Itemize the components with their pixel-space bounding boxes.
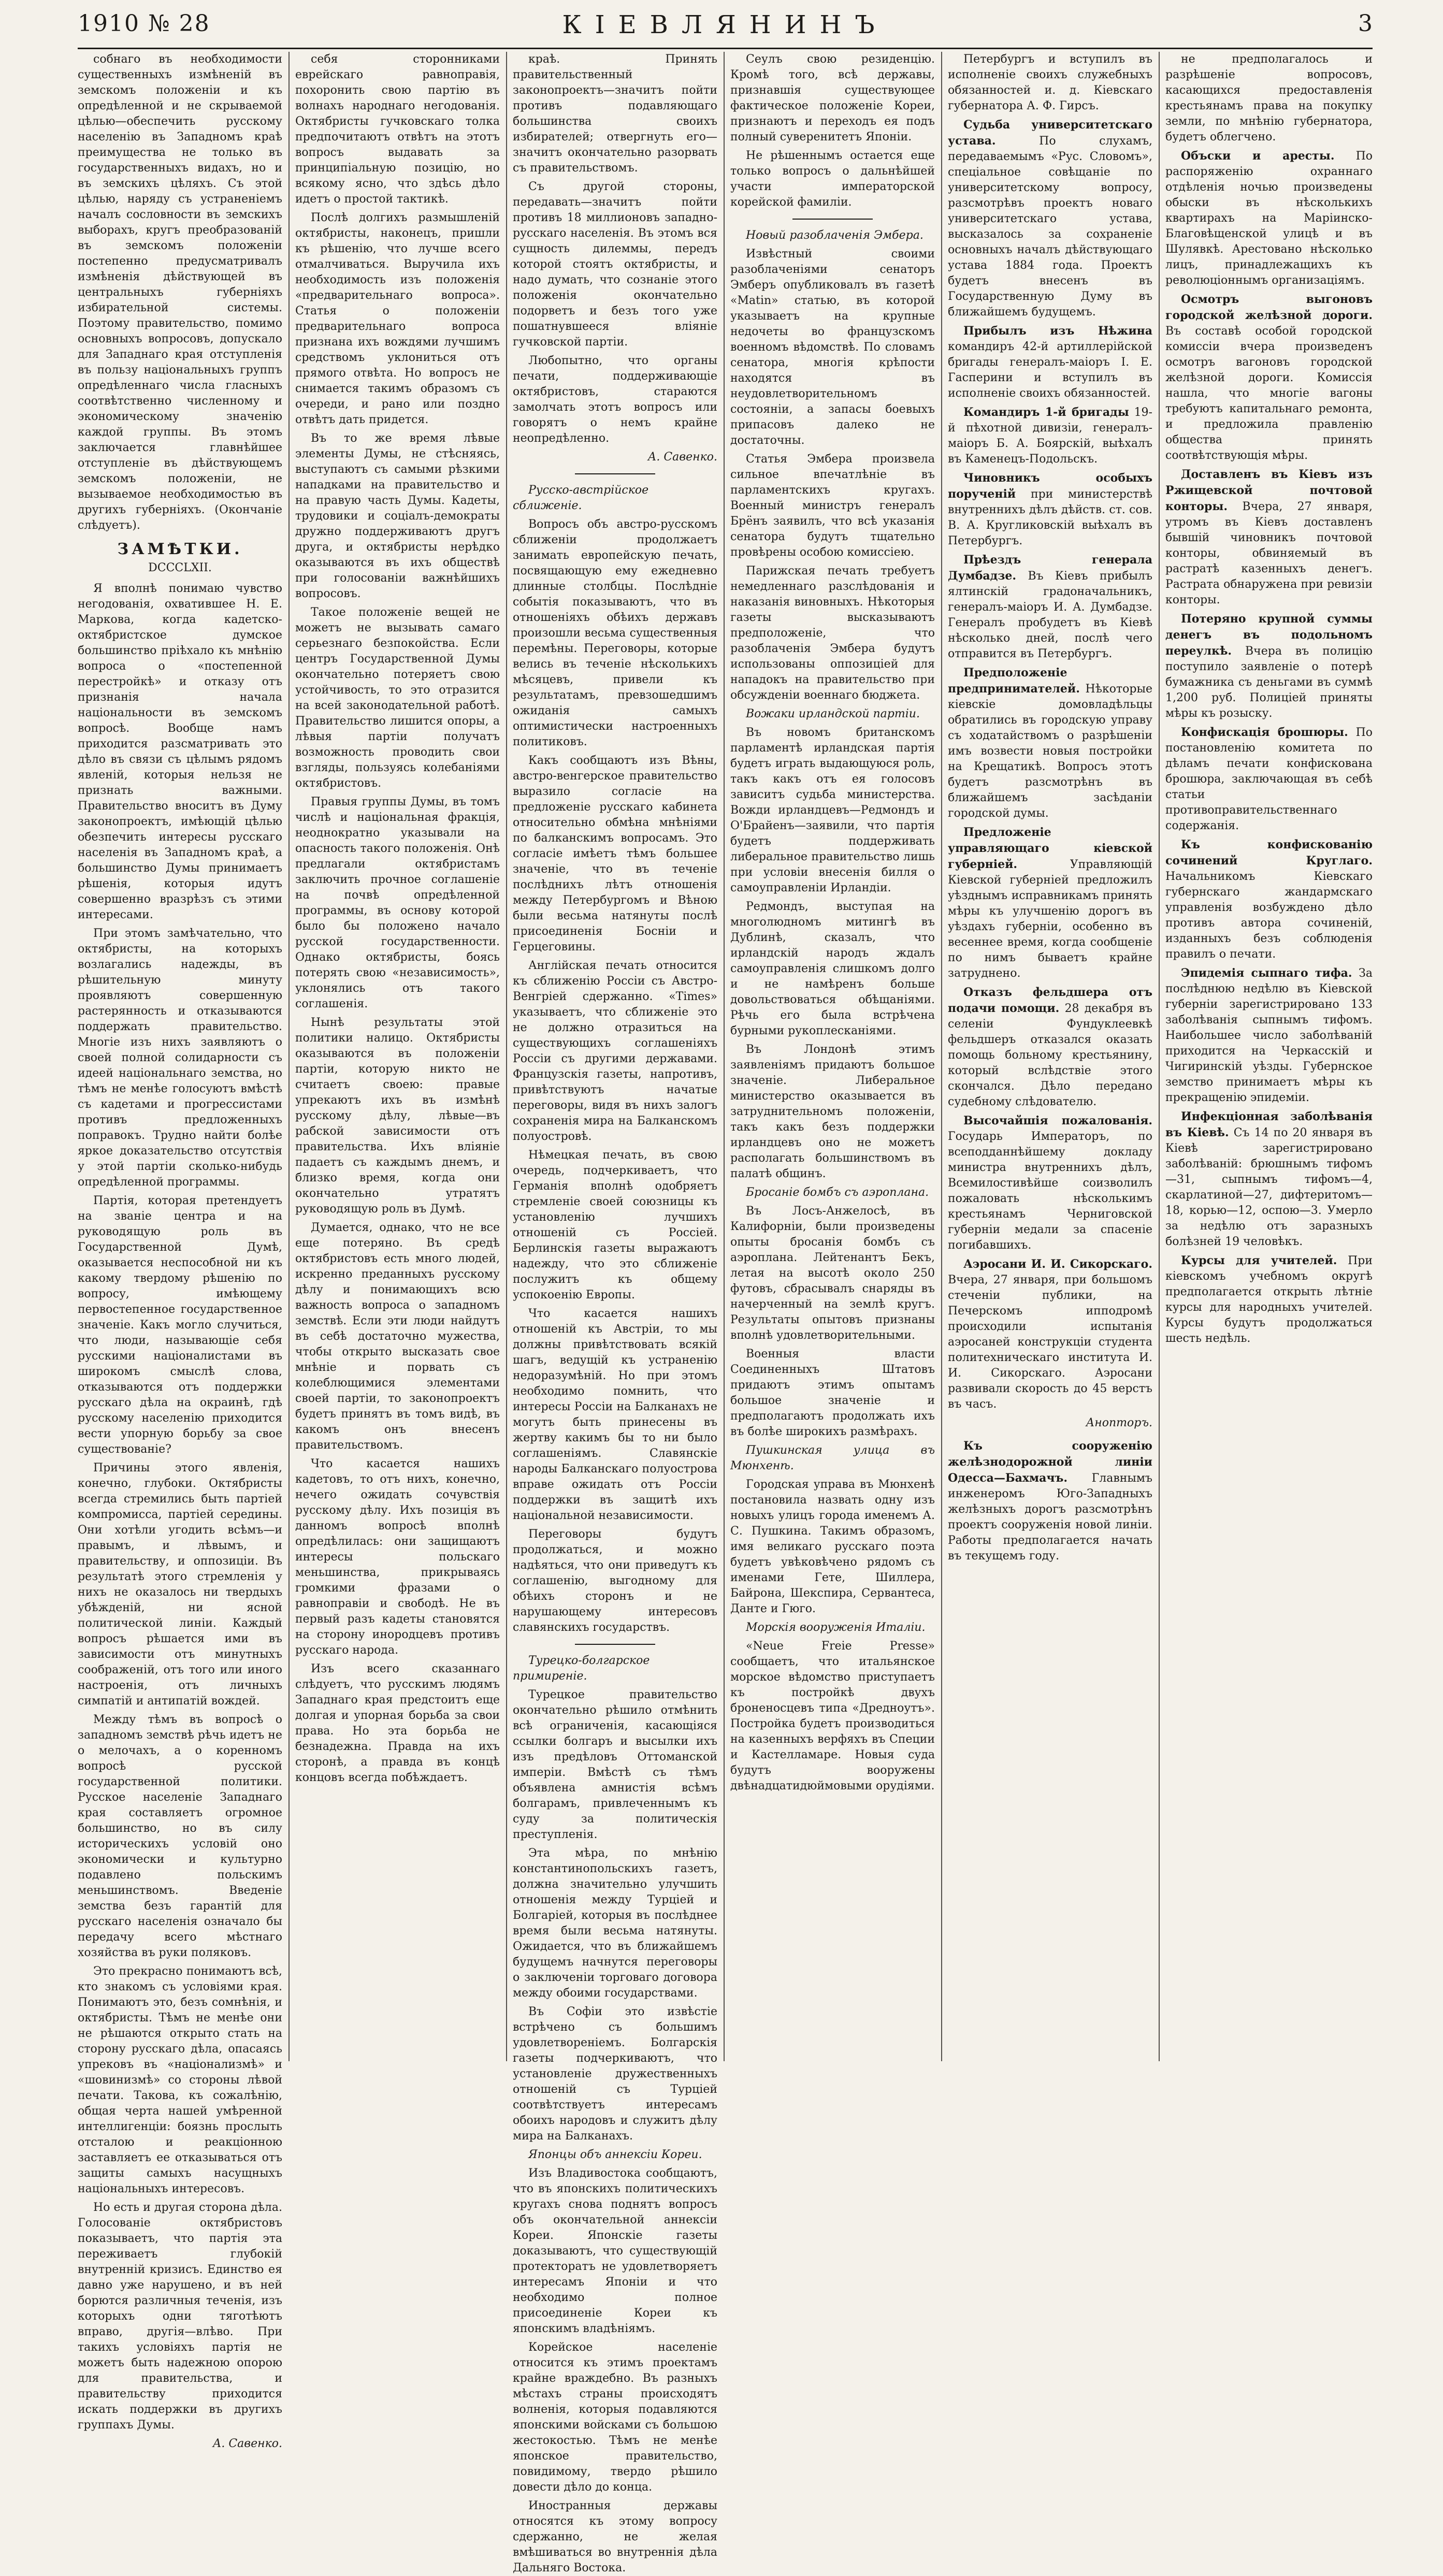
paragraph: Военныя власти Соединенныхъ Штатовъ придаютъ этимъ опытамъ большое значеніе и предполагаютъ продолжать ихъ въ болѣе широкихъ размѣрахъ. [730,1348,935,1438]
news-item [1165,1253,1373,1347]
section-number: DCCCLXII. [148,561,212,574]
paragraph: Что касается нашихъ кадетовъ, то отъ нихъ, конечно, нечего ожидать сочувствія русскому дѣлу. Ихъ позиція въ данномъ вопросѣ вполнѣ опредѣлилась: они защищаютъ интересы польскаго меньшинства, прикрываясь громкими фразами о равноправіи и свободѣ. Не въ первый разъ кадеты становятся на сторону инородцевъ противъ русскаго народа. [295,1457,500,1657]
news-item-title: Аэросани И. И. Сикорскаго. [963,1257,1152,1271]
paragraph: Редмондъ, выступая на многолюдномъ митингѣ въ Дублинѣ, сказалъ, что ирландскій народъ ждалъ самоуправленія слишкомъ долго и не намѣренъ больше довольствоваться обѣщаніями. Рѣчь его была встрѣчена бурными рукоплесканіями. [730,900,935,1037]
news-item [1165,292,1373,464]
news-item-text: 28 декабря въ селеніи Фундуклеевкѣ фельдшеръ отказался оказать помощь больному крестьянину, который вслѣдствіе этого скончался. Дѣло передано судебному слѣдователю. [948,1002,1152,1108]
paragraph: Турецкое правительство окончательно рѣшило отмѣнить всѣ ограниченія, касающіяся ссылки болгаръ и высылки ихъ изъ предѣловъ Оттоманской имперіи. Вмѣстѣ съ тѣмъ объявлена амнистія всѣмъ болгарамъ, привлеченнымъ къ суду за политическія преступленія. [513,1688,717,1841]
news-item-text: командиръ 42-й артиллерійской бригады генералъ-маіоръ І. Е. Гасперини и вступилъ въ исполненіе своихъ обязанностей. [948,340,1152,400]
header-rule [78,48,1373,49]
news-item-text: Нѣкоторые кіевскіе домовладѣльцы обратились въ городскую управу съ ходатайствомъ о разрѣшеніи имъ возвести новыя постройки на Крещатикѣ. Вопросъ этотъ будетъ разсмотрѣнъ въ ближайшемъ засѣданіи городской думы. [948,683,1152,820]
news-item [1165,1109,1373,1250]
paragraph: Думается, однако, что не все еще потеряно. Въ средѣ октябристовъ есть много людей, искренно преданныхъ русскому дѣлу и понимающихъ всю важность вопроса о западномъ земствѣ. Если эти люди найдутъ въ себѣ достаточно мужества, чтобы открыто высказать свое мнѣніе и порвать съ колеблющимися элементами своей партіи, то законопроектъ будетъ принятъ въ томъ видѣ, въ какомъ онъ внесенъ правительствомъ. [295,1221,500,1452]
news-item-title: Объски и аресты. [1181,149,1335,163]
paragraph: «Neue Freie Presse» сообщаетъ, что итальянское морское вѣдомство приступаетъ къ постройкѣ двухъ броненосцевъ типа «Дредноутъ». Постройка будетъ производиться на казенныхъ верфяхъ въ Специи и Кастелламаре. Новыя суда будутъ вооружены двѣнадцатидюймовыми орудіями. [730,1640,935,1792]
news-item-title: Предложеніе управляющаго кіевской губерніей. [948,826,1152,871]
article-title: Морскія вооруженія Италіи. [746,1621,926,1634]
paragraph: Въ то же время лѣвые элементы Думы, не стѣсняясь, выступаютъ съ самыми рѣзкими нападками на правительство и на правую часть Думы. Кадеты, трудовики и соціалъ-демократы дружно поддерживаютъ другъ друга, и октябристы нерѣдко оказываются въ ихъ обществѣ при голосованіи важнѣйшихъ вопросовъ. [295,432,500,600]
paragraph: Статья Эмбера произвела сильное впечатлѣніе въ парламентскихъ кругахъ. Военный министръ генералъ Брёнъ заявилъ, что всѣ указанія сенатора будутъ тщательно провѣрены особою комиссіею. [730,453,935,559]
article-title: Пушкинская улица въ Мюнхенѣ. [730,1444,935,1472]
column-6 [1165,52,1373,2061]
paragraph: Изъ Владивостока сообщаютъ, что въ японскихъ политическихъ кругахъ снова поднятъ вопросъ объ окончательной аннексіи Кореи. Японскіе газеты доказываютъ, что существующій протекторатъ не удовлетворяетъ интересамъ Японіи и что необходимо полное присоединеніе Кореи къ японскимъ владѣніямъ. [513,2167,717,2335]
paragraph: Въ новомъ британскомъ парламентѣ ирландская партія будетъ играть выдающуюся роль, такъ какъ отъ ея голосовъ зависитъ судьба министерства. Вожди ирландцевъ—Редмондъ и О'Брайенъ—заявили, что партія будетъ поддерживать либеральное правительство лишь при условіи внесенія билля о самоуправленіи Ирландіи. [730,726,935,894]
column-divider [724,52,725,2061]
news-item-title: Высочайшія пожалованія. [963,1114,1152,1127]
news-item-title: Предположеніе предпринимателей. [948,666,1080,696]
paragraph: Изъ всего сказаннаго слѣдуетъ, что русскимъ людямъ Западнаго края предстоитъ еще долгая и упорная борьба за свои права. Но эта борьба не безнадежна. Правда на ихъ сторонѣ, а правда въ концѣ концовъ всегда побѣждаетъ. [295,1662,500,1784]
article-separator [575,473,655,474]
news-item-text: Главнымъ инженеромъ Юго-Западныхъ желѣзныхъ дорогъ разсмотрѣнъ проектъ сооруженія новой линіи. Работы предполагается начать въ текущемъ году. [948,1472,1152,1562]
paragraph: Причины этого явленія, конечно, глубоки. Октябристы всегда стремились быть партіей компромисса, партіей середины. Они хотѣли угодить всѣмъ—и правымъ, и лѣвымъ, и правительству, и оппозиціи. Въ результатѣ этого стремленія у нихъ не оказалось ни твердыхъ убѣжденій, ни ясной политической линіи. Каждый вопросъ рѣшается ими въ зависимости отъ минутныхъ соображеній, отъ того или иного настроенія, отъ личныхъ симпатій и антипатій вождей. [78,1461,282,1707]
paragraph: Это прекрасно понимаютъ всѣ, кто знакомъ съ условіями края. Понимаютъ это, безъ сомнѣнія, и октябристы. Тѣмъ не менѣе они не рѣшаются открыто стать на сторону русскаго дѣла, опасаясь упрековъ въ «націонализмѣ» и «шовинизмѣ» со стороны лѣвой печати. Такова, къ сожалѣнію, общая черта нашей умѣренной интеллигенціи: боязнь прослыть отсталою и реакціонною заставляетъ ее отказываться отъ защиты самыхъ насущныхъ національныхъ интересовъ. [78,1965,282,2195]
paragraph: Петербургъ и вступилъ въ исполненіе своихъ служебныхъ обязанностей и. д. Кіевскаго губернатора А. Ф. Гирсъ. [948,53,1152,112]
paragraph: Но есть и другая сторона дѣла. Голосованіе октябристовъ показываетъ, что партія эта переживаетъ глубокій внутренній кризисъ. Единство ея давно уже нарушено, и въ ней борются различныя теченія, изъ которыхъ одни тяготѣютъ вправо, другія—влѣво. При такихъ условіяхъ партія не можетъ быть надежною опорою для правительства, и правительству приходится искать поддержки въ другихъ группахъ Думы. [78,2201,282,2432]
news-item-text: При кіевскомъ учебномъ округѣ предполагается открыть лѣтніе курсы для народныхъ учителей. Курсы будутъ продолжаться шесть недѣль. [1165,1254,1373,1345]
news-item [948,552,1152,662]
news-item-title: Инфекціонная заболѣванія въ Кіевѣ. [1165,1110,1373,1139]
news-item-title: Судьба университетскаго устава. [948,118,1152,148]
paragraph: краѣ. Принять правительственный законопроектъ—значитъ пойти противъ подавляющаго большинства своихъ избирателей; отвергнуть его—значитъ окончательно разорвать съ правительствомъ. [513,53,717,175]
news-item-title: Доставленъ въ Кіевъ изъ Ржищевской почтовой конторы. [1165,468,1373,513]
news-item-title: Потеряно крупной суммы денегъ въ подольномъ переулкѣ. [1165,612,1373,658]
news-item [948,824,1152,981]
news-item-title: Отказъ фельдшера отъ подачи помощи. [948,986,1152,1015]
news-item-text: Государь Императоръ, по всеподданнѣйшему докладу министра внутреннихъ дѣлъ, Всемилостивѣйше соизволилъ пожаловать нѣсколькимъ крестьянамъ Черниговской губерніи медали за спасеніе погибавшихъ. [948,1130,1152,1252]
news-item [948,404,1152,467]
paragraph: При этомъ замѣчательно, что октябристы, на которыхъ возлагались надежды, въ рѣшительную минуту проявляютъ совершенную растерянность и отказываются поддержать правительство. Многіе изъ нихъ заявляютъ о своей полной солидарности съ идеей національнаго земства, но тѣмъ не менѣе голосуютъ вмѣстѣ съ кадетами и прогрессистами противъ предложенныхъ поправокъ. Трудно найти болѣе яркое доказательство отсутствія у этой партіи сколько-нибудь опредѣленной программы. [78,927,282,1189]
page-number: 3 [1358,10,1373,37]
section-title: ЗАМѢТКИ. [117,540,243,558]
article-title: Турецко-болгарское примиреніе. [513,1654,650,1683]
column-5 [948,52,1152,2061]
paragraph: Извѣстный своими разоблаченіями сенаторъ Эмберъ опубликовалъ въ газетѣ «Matin» статью, въ которой указываетъ на крупные недочеты во французскомъ военномъ вѣдомствѣ. По словамъ сенатора, многія крѣпости находятся въ неудовлетворительномъ состояніи, а запасы боевыхъ припасовъ далеко не достаточны. [730,248,935,447]
paragraph: Съ другой стороны, передавать—значитъ пойти противъ 18 миллионовъ западно-русскаго населенія. Въ этомъ вся сущность дилеммы, передъ которой стоятъ октябристы, и надо думать, что сознаніе этого положенія окончательно подорветъ и безъ того уже пошатнувшееся вліяніе гучковской партіи. [513,180,717,349]
page-header [78,10,1373,41]
article-separator [792,219,873,220]
paragraph: Англійская печать относится къ сближенію Россіи съ Австро-Венгріей сдержанно. «Times» указываетъ, что сближеніе это не должно отразиться на существующихъ соглашеніяхъ Россіи съ другими державами. Французскія газеты, напротивъ, привѣтствуютъ начатые переговоры, видя въ нихъ залогъ сохраненія мира на Балканскомъ полуостровѣ. [513,959,717,1143]
paragraph: Я вполнѣ понимаю чувство негодованія, охватившее Н. Е. Маркова, когда кадетско-октябристское думское большинство пріѣхало къ мнѣнію вопроса о «постепенной перестройкѣ» и отказу отъ признанія начала національности въ земскомъ вопросѣ. Вообще намъ приходится разсматривать это дѣло въ связи съ цѣлымъ рядомъ явленій, которыя нельзя не признать важными. Правительство вноситъ въ Думу законопроектъ, имѣющій цѣлью обезпечить интересы русскаго населенія въ Западномъ краѣ, а большинство Думы принимаетъ рѣшенія, которыя идутъ совершенно вразрѣзъ съ этими интересами. [78,582,282,921]
news-item-text: Начальникомъ Кіевскаго губернскаго жандармскаго управленія возбуждено дѣло противъ автора сочиненій, изданныхъ безъ соблюденія правилъ о печати. [1165,870,1373,961]
article-title: Японцы объ аннексіи Кореи. [528,2148,702,2161]
news-item-text: По распоряженію охраннаго отдѣленія ночью произведены обыски въ нѣсколькихъ квартирахъ на Маріинско-Благовѣщенской улицѣ и въ Шулявкѣ. Арестовано нѣсколько лицъ, принадлежащихъ къ революціоннымъ организаціямъ. [1165,150,1373,287]
paragraph: Такое положеніе вещей не можетъ не вызывать самаго серьезнаго безпокойства. Если центръ Государственной Думы окончательно потеряетъ свою устойчивость, то это отразится на всей законодательной работѣ. Правительство лишится опоры, а лѣвыя партіи получатъ возможность проводить свои взгляды, пользуясь колебаніями октябристовъ. [295,606,500,790]
newspaper-title: КІЕВЛЯНИНЪ [562,10,888,39]
news-item-text: при министерствѣ внутреннихъ дѣлъ дѣйств. ст. сов. В. А. Кругликовскій выѣхалъ въ Петербургъ. [948,488,1152,547]
news-item-title: Къ конфискованію сочинений Круглаго. [1165,838,1373,867]
article-title: Бросаніе бомбъ съ аэроплана. [746,1186,929,1199]
news-item [948,665,1152,821]
news-item-text: Въ Кіевъ прибылъ ялтинскій градоначальникъ, генералъ-маіоръ И. А. Думбадзе. Генералъ пробудетъ въ Кіевѣ нѣсколько дней, послѣ чего отправится въ Петербургъ. [948,570,1152,660]
paragraph: Вопросъ объ австро-русскомъ сближеніи продолжаетъ занимать европейскую печать, посвящающую ему ежедневно длинные столбцы. Послѣдніе событія показываютъ, что въ отношеніяхъ обѣихъ державъ произошли весьма существенныя перемѣны. Переговоры, которые велись въ теченіе нѣсколькихъ мѣсяцевъ, привели къ результатамъ, превзошедшимъ ожиданія самыхъ оптимистически настроенныхъ политиковъ. [513,518,717,748]
paragraph: Сеулъ свою резиденцію. Кромѣ того, всѣ державы, признавшія существующее фактическое положеніе Кореи, признаютъ и переходъ ея подъ полный суверенитетъ Японіи. [730,53,935,143]
paragraph: Городская управа въ Мюнхенѣ постановила назвать одну изъ новыхъ улицъ города именемъ А. С. Пушкина. Такимъ образомъ, имя великаго русскаго поэта будетъ увѣковѣчено рядомъ съ именами Гете, Шиллера, Байрона, Шекспира, Сервантеса, Данте и Гюго. [730,1478,935,1615]
column-divider [941,52,942,2061]
news-item-title: Прибылъ изъ Нѣжина [963,324,1152,338]
signature: А. Савенко. [647,451,717,464]
column-divider [1159,52,1160,2061]
news-item-text: Управляющій Кіевской губерніей предложилъ уѣзднымъ исправникамъ принять мѣры къ улучшенію дорогъ въ уѣздахъ губерніи, особенно въ весеннее время, когда сообщеніе по нимъ бываетъ крайне затруднено. [948,858,1152,980]
column-1 [78,52,282,2450]
paragraph: Не рѣшеннымъ остается еще только вопросъ о дальнѣйшей участи императорской корейской фамиліи. [730,149,935,209]
news-item [1165,725,1373,834]
news-item [948,470,1152,549]
news-item [948,1438,1152,1564]
news-item-title: Чиновникъ особыхъ порученій [948,471,1152,501]
paragraph: Что касается нашихъ отношеній къ Австріи, то мы должны привѣтствовать всякій шагъ, ведущій къ устраненію недоразумѣній. Но при этомъ необходимо помнить, что интересы Россіи на Балканахъ не могутъ быть принесены въ жертву какимъ бы то ни было соглашеніямъ. Славянскіе народы Балканскаго полуострова вправе ожидать отъ Россіи поддержки въ защитѣ ихъ національной независимости. [513,1307,717,1522]
news-item-title: Эпидемія сыпнаго тифа. [1181,966,1352,980]
paragraph: Корейское населеніе относится къ этимъ проектамъ крайне враждебно. Въ разныхъ мѣстахъ страны происходятъ волненія, которыя подавляются японскими войсками съ большою жестокостью. Тѣмъ не менѣе японское правительство, повидимому, твердо рѣшило довести дѣло до конца. [513,2341,717,2494]
paragraph: не предполагалось и разрѣшеніе вопросовъ, касающихся предоставленія крестьянамъ права на покупку земли, по мнѣнію губернатора, будетъ облегчено. [1165,53,1373,143]
paragraph: Нынѣ результаты этой политики налицо. Октябристы оказываются въ положеніи партіи, которую никто не считаетъ своею: правые упрекаютъ ихъ въ измѣнѣ русскому дѣлу, лѣвые—въ рабской зависимости отъ правительства. Ихъ вліяніе падаетъ съ каждымъ днемъ, и близко время, когда они окончательно утратятъ руководящую роль въ Думѣ. [295,1016,500,1215]
news-item-text: За послѣднюю недѣлю въ Кіевской губерніи зарегистрировано 133 заболѣванія сыпнымъ тифомъ. Наибольшее число заболѣваній приходится на Черкасскій и Чигиринскій уѣзды. Губернское земство принимаетъ мѣры къ прекращенію эпидеміи. [1165,967,1373,1104]
paragraph: Между тѣмъ въ вопросѣ о западномъ земствѣ рѣчь идетъ не о мелочахъ, а о коренномъ вопросѣ русской государственной политики. Русское населеніе Западнаго края составляетъ огромное большинство, но въ силу историческихъ условій оно экономически и культурно подавлено польскимъ меньшинствомъ. Введеніе земства безъ гарантій для русскаго населенія означало бы передачу всего мѣстнаго хозяйства въ руки поляковъ. [78,1713,282,1959]
news-item-text: По слухамъ, передаваемымъ «Рус. Словомъ», спеціальное совѣщаніе по университетскому вопросу, разсмотрѣвъ проектъ новаго университетскаго устава, высказалось за сохраненіе основныхъ началъ дѣйствующаго устава 1884 года. Проектъ будетъ внесенъ въ Государственную Думу въ ближайшемъ будущемъ. [948,135,1152,319]
news-item-text: 19-й пѣхотной дивизіи, генералъ-маіоръ Б. А. Боярскій, выѣхалъ въ Каменецъ-Подольскъ. [948,406,1152,466]
paragraph: Правыя группы Думы, въ томъ числѣ и національная фракція, неоднократно указывали на опасность такого положенія. Онѣ предлагали октябристамъ заключить прочное соглашеніе на почвѣ опредѣленной программы, въ основу которой было бы положено начало русской государственности. Однако октябристы, боясь потерять свою «независимость», уклонялись отъ такого соглашенія. [295,795,500,1010]
news-item-title: Осмотръ выгоновъ городской желѣзной дороги. [1165,293,1373,322]
column-3 [513,52,717,2574]
paragraph: Эта мѣра, по мнѣнію константинопольскихъ газетъ, должна значительно улучшить отношенія между Турціей и Болгаріей, которыя въ послѣднее время были весьма натянуты. Ожидается, что въ ближайшемъ будущемъ начнутся переговоры о заключеніи торговаго договора между обоими государствами. [513,1847,717,2000]
article-title: Вожаки ирландской партіи. [746,707,920,720]
news-item-title: Командиръ 1-й бригады [963,406,1129,419]
article-separator [575,1644,655,1645]
news-item [1165,611,1373,721]
paragraph: собнаго въ необходимости существенныхъ измѣненій въ земскомъ положеніи и къ опредѣленной и не скрываемой цѣлью—обеспечить русскому населенію въ Западномъ краѣ преимущества не только въ государственныхъ видахъ, но и въ земскихъ цѣляхъ. Съ этой цѣлью, наряду съ устраненіемъ началъ сословности въ земскихъ выборахъ, кругъ преобразованій въ земскомъ положеніи постепенно предусматривалъ измѣненія дѣйствующей въ центральныхъ губерніяхъ избирательной системы. Поэтому правительство, помимо основныхъ вопросовъ, допускало для Западнаго края отступленія въ пользу національныхъ группъ опредѣленнаго числа гласныхъ соотвѣтственно численному и экономическому значенію каждой группы. Въ этомъ заключается главнѣйшее отступленіе въ дѣйствующемъ земскомъ положеніи, не вызываемое необходимостью въ другихъ губерніяхъ. (Окончаніе слѣдуетъ). [78,53,282,532]
signature: Анопторъ. [1086,1416,1152,1429]
paragraph: Въ Лондонѣ этимъ заявленіямъ придаютъ большое значеніе. Либеральное министерство оказывается въ затруднительномъ положеніи, такъ какъ безъ поддержки ирландцевъ оно не можетъ располагать большинствомъ въ палатѣ общинъ. [730,1043,935,1180]
column-divider [288,52,290,2061]
signature: А. Савенко. [212,2437,282,2450]
news-item [1165,965,1373,1106]
news-item-title: Конфискація брошюры. [1181,726,1348,739]
paragraph: Нѣмецкая печать, въ свою очередь, подчеркиваетъ, что Германія вполнѣ одобряетъ стремленіе своей союзницы къ установленію лучшихъ отношеній съ Россіей. Берлинскія газеты выражаютъ надежду, что это сближеніе послужитъ къ общему успокоенію Европы. [513,1149,717,1301]
paragraph: Иностранныя державы относятся къ этому вопросу сдержанно, не желая вмѣшиваться во внутреннія дѣла Дальняго Востока. [513,2499,717,2574]
column-2 [295,52,500,2061]
paragraph: Парижская печать требуетъ немедленнаго разслѣдованія и наказанія виновныхъ. Нѣкоторыя газеты высказываютъ предположеніе, что разоблаченія Эмбера будутъ использованы оппозиціей для нападокъ на правительство при обсужденіи военнаго бюджета. [730,565,935,702]
article-title: Русско-австрійское сближеніе. [513,484,649,512]
news-item-title: Курсы для учителей. [1181,1254,1337,1267]
news-item [1165,148,1373,288]
news-item-text: Вчера, 27 января, при большомъ стеченіи публики, на Печерскомъ ипподромѣ происходили испытанія аэросаней конструкціи студента политехническаго института И. И. Сикорскаго. Аэросани развивали скорость до 45 верстъ въ часъ. [948,1273,1152,1411]
paragraph: Любопытно, что органы печати, поддерживающіе октябристовъ, стараются замолчать этотъ вопросъ или говорятъ о немъ крайне неопредѣленно. [513,354,717,445]
paragraph: Партія, которая претендуетъ на званіе центра и на руководящую роль въ Государственной Думѣ, оказывается неспособной ни къ какому твердому рѣшенію по вопросу, имѣющему первостепенное государственное значеніе. Какъ могло случиться, что люди, называющіе себя русскими націоналистами въ широкомъ смыслѣ слова, отказываются отъ поддержки русскаго дѣла на окраинѣ, гдѣ русскому населенію приходится вести упорную борьбу за свое существованіе? [78,1194,282,1456]
article-title: Новый разоблаченія Эмбера. [746,229,923,242]
news-item-text: По постановленію комитета по дѣламъ печати конфискована брошюра, заключающая въ себѣ статьи противоправительственнаго содержанія. [1165,726,1373,832]
news-item [948,985,1152,1110]
paragraph: Въ Лосъ-Анжелосѣ, въ Калифорніи, были произведены опыты бросанія бомбъ съ аэроплана. Лейтенантъ Бекъ, летая на высотѣ около 250 футовъ, сбрасывалъ снаряды въ начерченный на землѣ кругъ. Результаты опытовъ признаны вполнѣ удовлетворительными. [730,1205,935,1342]
paragraph: Въ Софіи это извѣстіе встрѣчено съ большимъ удовлетвореніемъ. Болгарскія газеты подчеркиваютъ, что установленіе дружественныхъ отношеній съ Турціей соотвѣтствуетъ интересамъ обоихъ народовъ и служитъ дѣлу мира на Балканахъ. [513,2005,717,2143]
news-item-text: Въ составѣ особой городской комиссіи вчера произведенъ осмотръ вагоновъ городской желѣзной дороги. Комиссія нашла, что многіе вагоны требуютъ капитальнаго ремонта, и предложила правленію общества принять соотвѣтствующія мѣры. [1165,325,1373,462]
news-item-text: Вчера въ полицію поступило заявленіе о потерѣ бумажника съ деньгами въ суммѣ 1,200 руб. Полиціей приняты мѣры къ розыску. [1165,645,1373,720]
news-item [1165,467,1373,608]
news-item [948,323,1152,401]
news-item-text: Съ 14 по 20 января въ Кіевѣ зарегистрировано заболѣваній: брюшнымъ тифомъ—31, сыпнымъ тифомъ—4, скарлатиной—27, дифтеритомъ—18, корью—12, оспою—3. Умерло за недѣлю отъ заразныхъ болѣзней 19 человѣкъ. [1165,1126,1373,1248]
paragraph: Какъ сообщаютъ изъ Вѣны, австро-венгерское правительство выразило согласіе на предложеніе русскаго кабинета относительно обмѣна мнѣніями по балканскимъ вопросамъ. Это согласіе имѣетъ тѣмъ большее значеніе, что въ теченіе послѣднихъ лѣтъ отношенія между Петербургомъ и Вѣною были весьма натянуты послѣ присоединенія Босніи и Герцеговины. [513,754,717,953]
column-divider [506,52,507,2061]
news-item [1165,837,1373,962]
paragraph: Послѣ долгихъ размышленій октябристы, наконецъ, пришли къ рѣшенію, что лучше всего отмалчиваться. Выручила ихъ необходимость изъ положенія «предварительнаго вопроса». Статья о положеніи предварительнаго вопроса признана ихъ вождями лучшимъ средствомъ уклониться отъ прямого отвѣта. Но вопросъ не снимается такимъ образомъ съ очереди, и рано или поздно отвѣтъ дать придется. [295,211,500,426]
news-item [948,1256,1152,1412]
news-item-text: Вчера, 27 января, утромъ въ Кіевъ доставленъ бывшій чиновникъ почтовой конторы, обвиняемый въ растратѣ казенныхъ денегъ. Растрата обнаружена при ревизіи конторы. [1165,500,1373,606]
news-item-title: Къ сооруженію желѣзнодорожной линіи Одесса—Бахмачъ. [948,1439,1152,1485]
news-item [948,1113,1152,1253]
news-item-title: Прѣездъ генерала Думбадзе. [948,553,1152,583]
news-item [948,117,1152,320]
paragraph: себя сторонниками еврейскаго равноправія, похоронить свою партію въ волнахъ народнаго негодованія. Октябристы гучковскаго толка предпочитаютъ отвѣтъ на этотъ вопросъ выдавать за принципіальную позицію, но всякому ясно, что здѣсь дѣло идетъ о простой тактикѣ. [295,53,500,206]
paragraph: Переговоры будутъ продолжаться, и можно надѣяться, что они приведутъ къ соглашенію, выгодному для обѣихъ сторонъ и не нарушающему интересовъ славянскихъ государствъ. [513,1528,717,1634]
column-4 [730,52,935,2061]
issue-number: 1910 № 28 [78,10,210,37]
